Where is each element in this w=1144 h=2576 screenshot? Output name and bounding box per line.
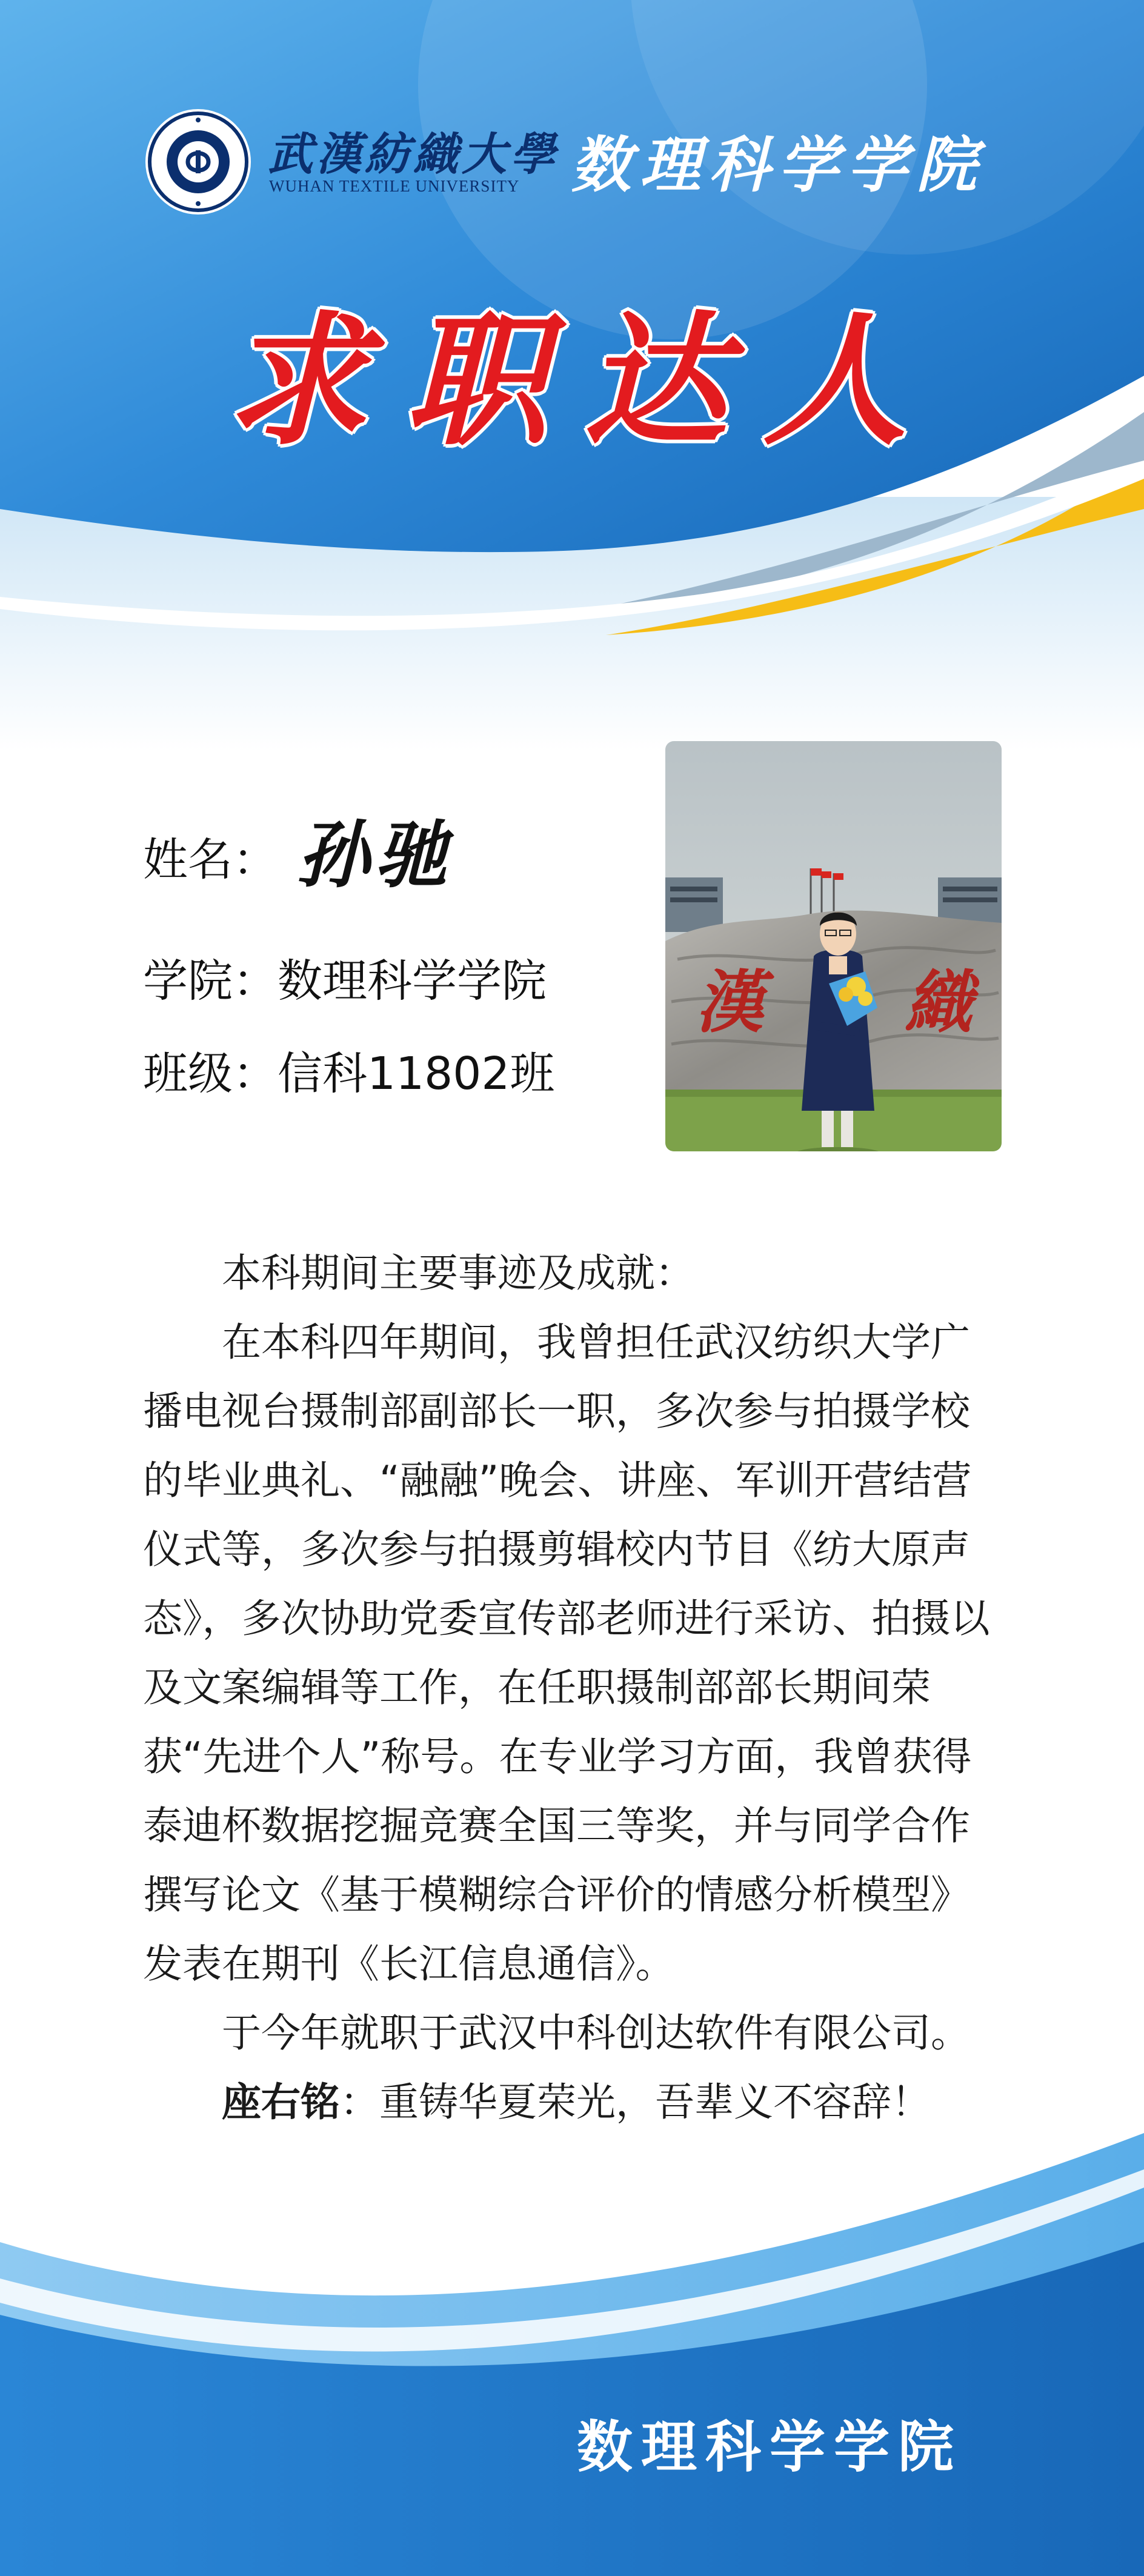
achievements-heading: 本科期间主要事迹及成就： bbox=[222, 1251, 695, 1296]
profile-photo bbox=[665, 741, 1002, 1151]
photo-text-right: 織 bbox=[905, 963, 973, 1042]
motto bbox=[143, 2068, 1003, 2137]
name-label: 姓名： bbox=[143, 834, 278, 886]
class-row: 班级：信科11802班 bbox=[143, 1048, 555, 1100]
college-row: 学院：数理科学学院 bbox=[143, 955, 547, 1007]
motto-label: 座右铭 bbox=[222, 2080, 341, 2125]
name-value: 孙驰 bbox=[297, 813, 452, 898]
university-logo-icon bbox=[144, 108, 252, 216]
main-title: 求职达人 bbox=[225, 296, 943, 465]
university-name-cn: 武漢紡織大學 bbox=[268, 128, 559, 181]
achievements-text bbox=[143, 1239, 1003, 2137]
motto-text: ：重铸华夏荣光，吾辈义不容辞！ bbox=[340, 2080, 931, 2125]
achievements-paragraph: 在本科四年期间，我曾担任武汉纺织大学广播电视台摄制部副部长一职，多次参与拍摄学校的毕业典礼、“融融”晚会、讲座、军训开营结营仪式等，多次参与拍摄剪辑校内节目《纺大原声态》，多次协助党委宣传部老师进行采访、拍摄以及文案编辑等工作，在任职摄制部部长期间荣获“先进个人”称号。在专业学习方面，我曾获得泰迪杯数据挖掘竞赛全国三等奖，并与同学合作撰写论文《基于模糊综合评价的情感分析模型》发表在期刊《长江信息通信》。 bbox=[143, 1320, 990, 1987]
job-statement: 于今年就职于武汉中科创达软件有限公司。 bbox=[222, 2011, 971, 2056]
footer-college-name: 数理科学学院 bbox=[577, 2415, 963, 2480]
college-header-title: 数理科学学院 bbox=[571, 129, 985, 201]
university-name-en: WUHAN TEXTILE UNIVERSITY bbox=[269, 177, 520, 195]
photo-text-left: 漢 bbox=[696, 963, 763, 1042]
